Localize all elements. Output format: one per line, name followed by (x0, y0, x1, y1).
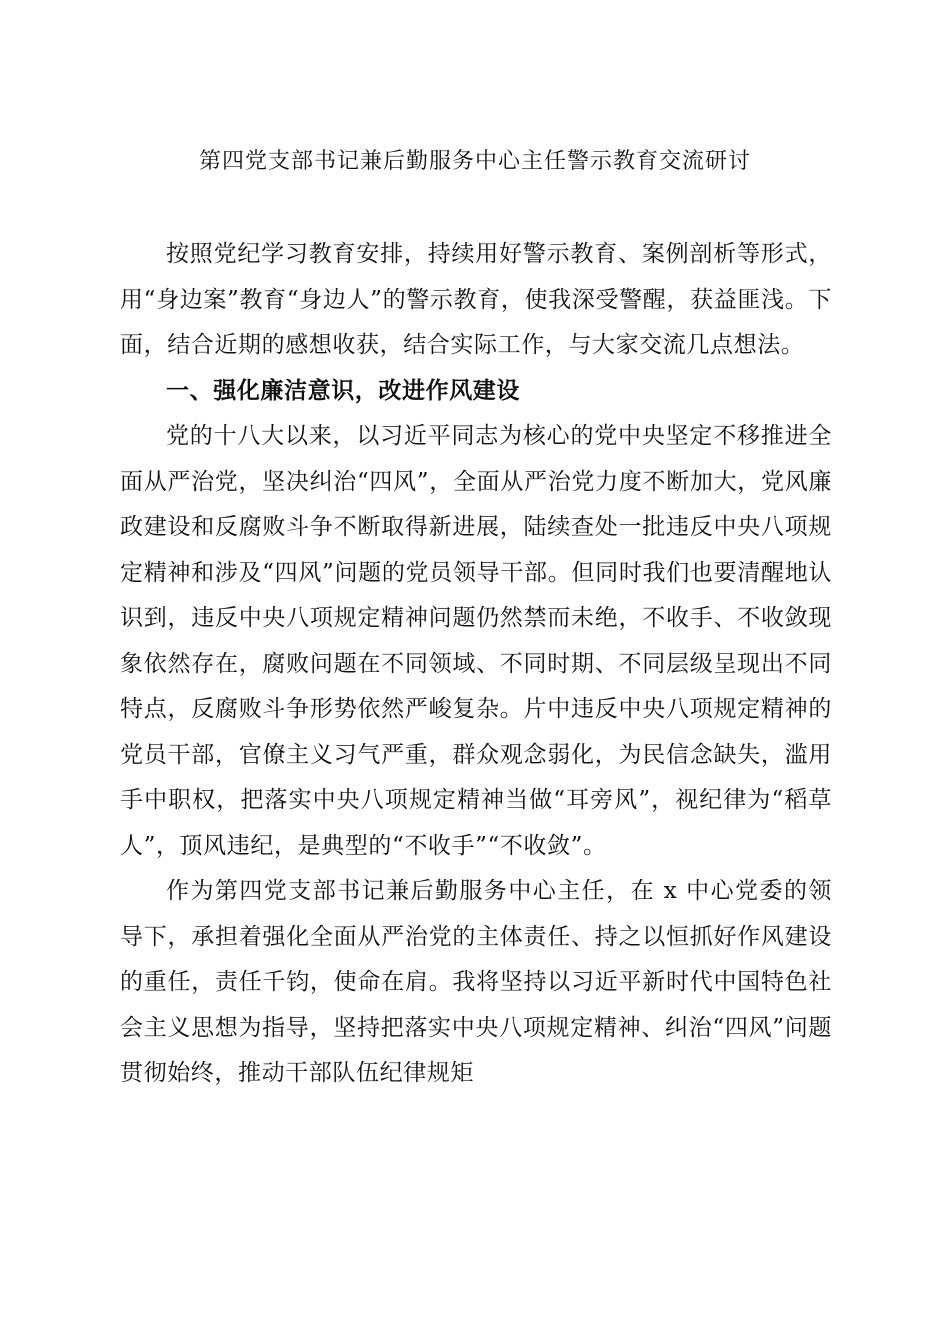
intro-paragraph: 按照党纪学习教育安排，持续用好警示教育、案例剖析等形式，用“身边案”教育“身边人”的警示教育，使我深受警醒，获益匪浅。下面，结合近期的感想收获，结合实际工作，与大家交流几点想法。 (120, 241, 832, 358)
body-paragraph: 作为第四党支部书记兼后勤服务中心主任，在 x 中心党委的领导下，承担着强化全面从严治党的主体责任、持之以恒抓好作风建设的重任，责任千钧，使命在肩。我将坚持以习近平新时代中国特色社会主义思想为指导，坚持把落实中央八项规定精神、纠治“四风”问题贯彻始终，推动干部队伍纪律规矩 (120, 878, 832, 1086)
section-heading: 一、强化廉洁意识，改进作风建设 (166, 377, 520, 404)
body-paragraph: 党的十八大以来，以习近平同志为核心的党中央坚定不移推进全面从严治党，坚决纠治“四风”，全面从严治党力度不断加大，党风廉政建设和反腐败斗争不断取得新进展，陆续查处一批违反中央八项规定精神和涉及“四风”问题的党员领导干部。但同时我们也要清醒地认识到，违反中央八项规定精神问题仍然禁而未绝，不收手、不收敛现象依然存在，腐败问题在不同领域、不同时期、不同层级呈现出不同特点，反腐败斗争形势依然严峻复杂。片中违反中央八项规定精神的党员干部，官僚主义习气严重，群众观念弱化，为民信念缺失，滥用手中职权，把落实中央八项规定精神当做“耳旁风”，视纪律为“稻草人”，顶风违纪，是典型的“不收手”“不收敛”。 (120, 423, 832, 859)
document-title: 第四党支部书记兼后勤服务中心主任警示教育交流研讨 (198, 149, 751, 174)
document-body (120, 232, 832, 1097)
